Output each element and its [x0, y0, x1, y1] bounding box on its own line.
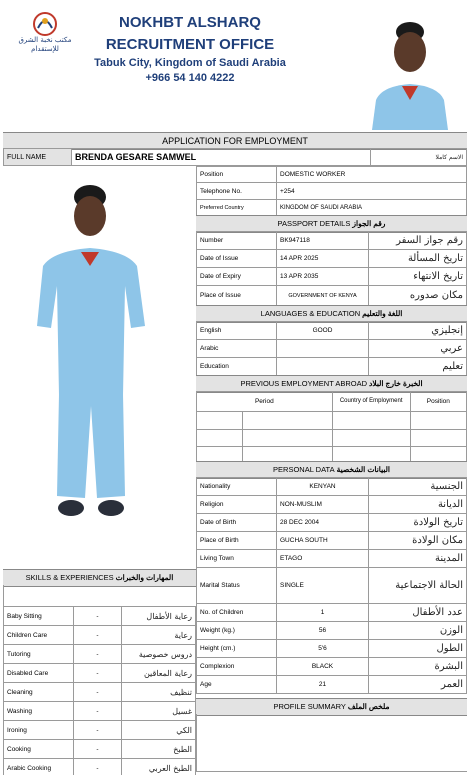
- skill-ar: تنظيف: [122, 683, 196, 702]
- english-label: English: [197, 322, 277, 340]
- skill-value: -: [74, 740, 122, 759]
- previous-employment-title: PREVIOUS EMPLOYMENT ABROAD: [240, 379, 367, 388]
- telephone-value: +254: [277, 183, 467, 200]
- period-header: Period: [197, 392, 333, 412]
- skill-label: Washing: [4, 702, 74, 721]
- marital-status-ar: الحالة الاجتماعية: [369, 568, 467, 604]
- education-label: Education: [197, 358, 277, 376]
- date-of-expiry-ar: تاريخ الانتهاء: [369, 268, 467, 286]
- skill-label: Disabled Care: [4, 664, 74, 683]
- full-body-photo: [3, 166, 195, 573]
- profile-summary-title-ar: ملخص الملف: [347, 702, 390, 711]
- position-label: Position: [197, 167, 277, 183]
- profile-summary-title: PROFILE SUMMARY: [273, 702, 346, 711]
- date-of-issue-ar: تاريخ المسألة: [369, 250, 467, 268]
- company-name: NOKHBT ALSHARQ: [119, 14, 261, 31]
- languages-title-ar: اللغة والتعليم: [362, 309, 403, 318]
- skills-table: [3, 606, 196, 775]
- arabic-value: [277, 340, 369, 358]
- complexion-ar: البشرة: [369, 658, 467, 676]
- marital-status-label: Marital Status: [197, 568, 277, 604]
- english-ar: إنجليزي: [369, 322, 467, 340]
- nationality-ar: الجنسية: [369, 478, 467, 496]
- nationality-value: KENYAN: [277, 478, 369, 496]
- religion-value: NON-MUSLIM: [277, 496, 369, 514]
- skills-spacer: [3, 585, 196, 606]
- skill-ar: الكي: [122, 721, 196, 740]
- skill-ar: رعاية المعاقين: [122, 664, 196, 683]
- skill-value: -: [74, 721, 122, 740]
- position-header: Position: [410, 392, 466, 412]
- date-of-birth-ar: تاريخ الولادة: [369, 514, 467, 532]
- religion-label: Religion: [197, 496, 277, 514]
- skill-label: Cooking: [4, 740, 74, 759]
- date-of-issue-value: 14 APR 2025: [277, 250, 369, 268]
- children-ar: عدد الأطفال: [369, 604, 467, 622]
- living-town-label: Living Town: [197, 550, 277, 568]
- passport-title-ar: رقم الجواز: [352, 219, 386, 228]
- children-label: No. of Children: [197, 604, 277, 622]
- age-label: Age: [197, 676, 277, 694]
- place-of-birth-ar: مكان الولادة: [369, 532, 467, 550]
- position-value: DOMESTIC WORKER: [277, 167, 467, 183]
- skill-label: Cleaning: [4, 683, 74, 702]
- place-of-issue-label: Place of Issue: [197, 286, 277, 306]
- skill-ar: رعاية الأطفال: [122, 607, 196, 626]
- complexion-label: Complexion: [197, 658, 277, 676]
- skills-title: SKILLS & EXPERIENCES: [25, 573, 114, 582]
- arabic-label: Arabic: [197, 340, 277, 358]
- full-name-table: [3, 148, 467, 166]
- preferred-country-label: Preferred Country: [197, 200, 277, 216]
- date-of-issue-label: Date of Issue: [197, 250, 277, 268]
- top-info-table: [196, 166, 467, 216]
- living-town-ar: المدينة: [369, 550, 467, 568]
- skill-value: -: [74, 626, 122, 645]
- country-header: Country of Employment: [332, 392, 410, 412]
- date-of-birth-value: 28 DEC 2004: [277, 514, 369, 532]
- place-of-issue-value: GOVERNMENT OF KENYA: [277, 286, 369, 306]
- skills-title-ar: المهارات والخبرات: [115, 573, 174, 582]
- full-name-label: FULL NAME: [4, 149, 72, 166]
- skill-value: -: [74, 607, 122, 626]
- height-ar: الطول: [369, 640, 467, 658]
- age-ar: العمر: [369, 676, 467, 694]
- place-of-issue-ar: مكان صدوره: [369, 286, 467, 306]
- company-subtitle: RECRUITMENT OFFICE: [105, 36, 275, 53]
- date-of-birth-label: Date of Birth: [197, 514, 277, 532]
- profile-summary-content: [196, 714, 467, 772]
- skill-value: -: [74, 702, 122, 721]
- passport-number-value: BK947118: [277, 232, 369, 250]
- place-of-birth-label: Place of Birth: [197, 532, 277, 550]
- nationality-label: Nationality: [197, 478, 277, 496]
- company-phone: +966 54 140 4222: [145, 72, 235, 84]
- skill-label: Tutoring: [4, 645, 74, 664]
- age-value: 21: [277, 676, 369, 694]
- date-of-expiry-value: 13 APR 2035: [277, 268, 369, 286]
- full-name-value: BRENDA GESARE SAMWEL: [72, 149, 371, 166]
- personal-table: [196, 477, 467, 694]
- skill-label: Baby Sitting: [4, 607, 74, 626]
- skill-label: Ironing: [4, 721, 74, 740]
- skill-ar: غسيل: [122, 702, 196, 721]
- portrait-photo: [362, 10, 458, 130]
- passport-table: [196, 231, 467, 306]
- skill-ar: الطبخ: [122, 740, 196, 759]
- skill-ar: رعاية: [122, 626, 196, 645]
- full-name-label-ar: الاسم كاملا: [371, 149, 467, 166]
- employment-row: [197, 430, 467, 447]
- skill-value: -: [74, 683, 122, 702]
- preferred-country-value: KINGDOM OF SAUDI ARABIA: [277, 200, 467, 216]
- date-of-expiry-label: Date of Expiry: [197, 268, 277, 286]
- personal-title: PERSONAL DATA: [273, 465, 335, 474]
- personal-title-ar: البيانات الشخصية: [336, 465, 390, 474]
- skill-value: -: [74, 645, 122, 664]
- languages-title: LANGUAGES & EDUCATION: [260, 309, 361, 318]
- height-value: 5'6: [277, 640, 369, 658]
- education-value: [277, 358, 369, 376]
- skill-label: Children Care: [4, 626, 74, 645]
- skill-ar: الطبخ العربي: [122, 759, 196, 775]
- employment-row: [197, 412, 467, 430]
- arabic-ar: عربي: [369, 340, 467, 358]
- languages-table: [196, 321, 467, 376]
- skill-value: -: [74, 664, 122, 683]
- previous-employment-title-ar: الخبرة خارج البلاد: [369, 379, 423, 388]
- passport-number-label: Number: [197, 232, 277, 250]
- previous-employment-table: [196, 391, 467, 464]
- religion-ar: الديانة: [369, 496, 467, 514]
- company-logo: [8, 10, 82, 56]
- logo-arabic-text: مكتب نخبة الشرق للإستقدام: [18, 36, 72, 53]
- living-town-value: ETAGO: [277, 550, 369, 568]
- english-value: GOOD: [277, 322, 369, 340]
- skill-ar: دروس خصوصية: [122, 645, 196, 664]
- height-label: Height (cm.): [197, 640, 277, 658]
- company-address: Tabuk City, Kingdom of Saudi Arabia: [94, 57, 286, 69]
- weight-value: 56: [277, 622, 369, 640]
- complexion-value: BLACK: [277, 658, 369, 676]
- skill-value: -: [74, 759, 122, 775]
- skill-label: Arabic Cooking: [4, 759, 74, 775]
- passport-title: PASSPORT DETAILS: [277, 219, 351, 228]
- marital-status-value: SINGLE: [277, 568, 369, 604]
- weight-label: Weight (kg.): [197, 622, 277, 640]
- weight-ar: الوزن: [369, 622, 467, 640]
- place-of-birth-value: GUCHA SOUTH: [277, 532, 369, 550]
- application-title: APPLICATION FOR EMPLOYMENT: [3, 132, 467, 150]
- children-value: 1: [277, 604, 369, 622]
- passport-number-ar: رقم جواز السفر: [369, 232, 467, 250]
- education-ar: تعليم: [369, 358, 467, 376]
- telephone-label: Telephone No.: [197, 183, 277, 200]
